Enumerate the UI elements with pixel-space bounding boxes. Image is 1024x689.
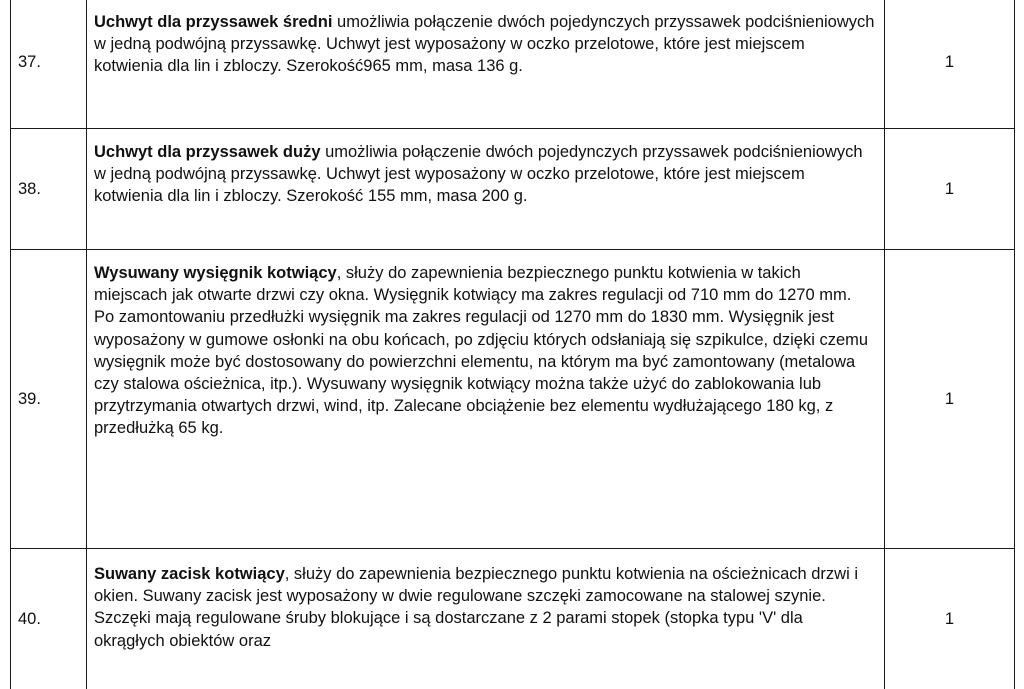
item-title: Uchwyt dla przyssawek duży xyxy=(94,143,321,161)
item-quantity: 1 xyxy=(944,389,955,408)
item-description-cell xyxy=(87,250,885,548)
item-number: 38. xyxy=(11,129,87,249)
item-title: Uchwyt dla przyssawek średni xyxy=(94,13,333,31)
item-number: 40. xyxy=(11,549,87,689)
item-number: 39. xyxy=(11,250,87,548)
item-description-cell xyxy=(87,549,885,689)
item-description: , służy do zapewnienia bezpiecznego punktu kotwienia na ościeżnicach drzwi i okien. Suwany zacisk jest wyposażony w dwie regulowane szczęki zamocowane na stalowej szynie. Szczęki mają regulowane śruby blokujące i są dostarczane z 2 parami stopek (stopka typu 'V' dla okrągłych obiektów oraz xyxy=(94,565,859,650)
item-quantity: 1 xyxy=(944,179,955,198)
item-description: umożliwia połączenie dwóch pojedynczych przyssawek podciśnieniowych w jedną podwójną przyssawkę. Uchwyt jest wyposażony w oczko przelotowe, które jest miejscem kotwienia dla lin i zbloczy. Szerokość965 mm, masa 136 g. xyxy=(94,13,875,76)
equipment-table xyxy=(10,0,1015,689)
item-number: 37. xyxy=(11,0,87,128)
table-row xyxy=(11,129,1014,250)
item-description: umożliwia połączenie dwóch pojedynczych przyssawek podciśnieniowych w jedną podwójną przyssawkę. Uchwyt jest wyposażony w oczko przelotowe, które jest miejscem kotwienia dla lin i zbloczy. Szerokość 155 mm, masa 200 g. xyxy=(94,143,863,206)
table-row xyxy=(11,549,1014,689)
item-title: Suwany zacisk kotwiący xyxy=(94,565,285,583)
item-description-cell xyxy=(87,0,885,128)
item-quantity: 1 xyxy=(944,609,955,628)
table-row xyxy=(11,0,1014,129)
table-row xyxy=(11,250,1014,549)
item-title: Wysuwany wysięgnik kotwiący xyxy=(94,264,337,282)
item-description-cell xyxy=(87,129,885,249)
item-description: , służy do zapewnienia bezpiecznego punktu kotwienia w takich miejscach jak otwarte drzwi czy okna. Wysięgnik kotwiący ma zakres regulacji od 710 mm do 1270 mm. Po zamontowaniu przedłużki wysięgnik ma zakres regulacji od 1270 mm do 1830 mm. Wysięgnik jest wyposażony w gumowe osłonki na obu końcach, po zdjęciu których odsłaniają się szpikulce, dzięki czemu wysięgnik może być dostosowany do powierzchni elementu, na którym ma być zamontowany (metalowa czy stalowa ościeżnica, itp.). Wysuwany wysięgnik kotwiący można także użyć do zablokowania lub przytrzymania otwartych drzwi, wind, itp. Zalecane obciążenie bez elementu wydłużającego 180 kg, z przedłużką 65 kg. xyxy=(94,264,869,438)
item-quantity: 1 xyxy=(944,53,955,71)
